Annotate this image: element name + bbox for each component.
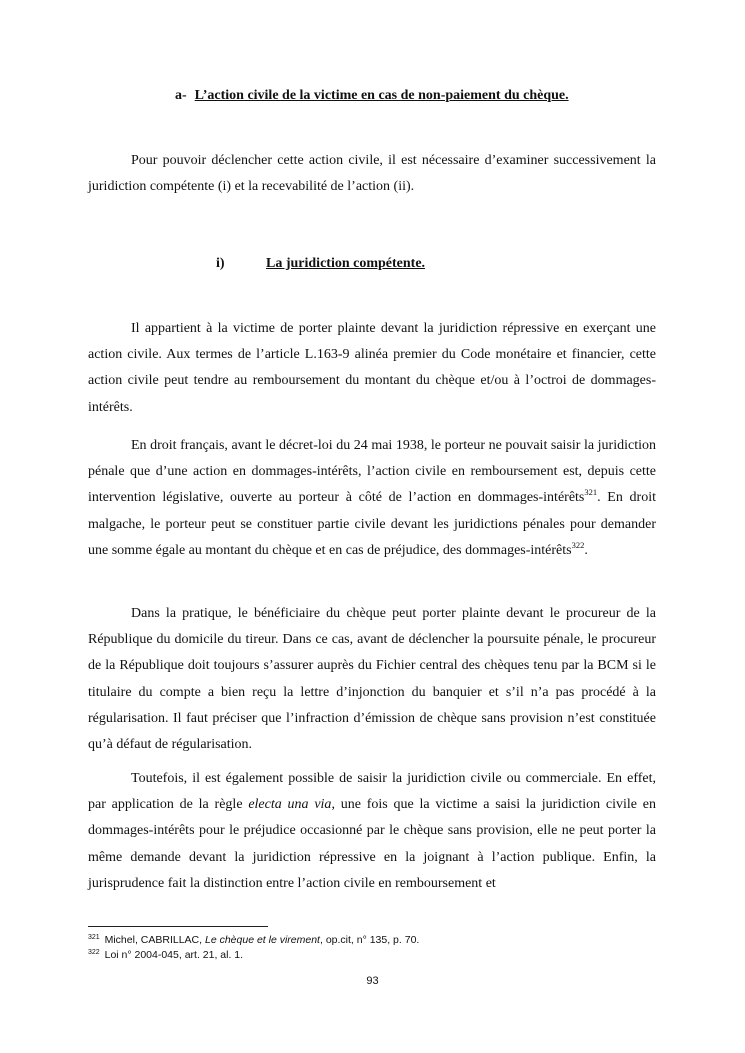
paragraph-4	[88, 766, 656, 897]
paragraph-2-text-c: .	[584, 542, 588, 558]
footnote-ref-321[interactable]: 321	[584, 487, 598, 498]
footnote-ref-322[interactable]: 322	[571, 539, 585, 550]
footnote-text: Loi n° 2004-045, art. 21, al. 1.	[101, 949, 244, 961]
footnote-number: 321	[88, 934, 100, 941]
latin-phrase: electa una via	[248, 797, 332, 813]
footnote-text-a: Michel, CABRILLAC,	[101, 934, 205, 946]
footnote-number: 322	[88, 949, 100, 956]
footnote-text-b: , op.cit, n° 135, p. 70.	[319, 934, 420, 946]
page-number: 93	[366, 975, 379, 987]
paragraph-4-text-b: , une fois que la victime a saisi la juridiction civile en dommages-intérêts pour le préjudice occasionné par le chèque sans provision, elle ne peut porter la même demande devant la juridiction répressive en la joignant à l’action publique. Enfin, la jurisprudence fait la distinction entre l’action civile en remboursement et	[88, 797, 656, 891]
section-heading-a	[175, 88, 569, 104]
subsection-title: La juridiction compétente.	[266, 256, 426, 271]
section-title: L’action civile de la victime en cas de non-paiement du chèque.	[194, 88, 569, 103]
paragraph-2-text-a: En droit français, avant le décret-loi du 24 mai 1938, le porteur ne pouvait saisir la juridiction pénale que d’une action en dommages-intérêts, l’action civile en remboursement est, depuis cette intervention législative, ouverte au porteur à côté de l’action en dommages-intérêts	[88, 438, 656, 506]
paragraph-3: Dans la pratique, le bénéficiaire du chèque peut porter plainte devant le procureur de la République du domicile du tireur. Dans ce cas, avant de déclencher la poursuite pénale, le procureur de la République doit toujours s’assurer auprès du Fichier central des chèques tenu par la BCM si le titulaire du compte a bien reçu la lettre d’injonction du banquier et s’il n’a pas procédé à la régularisation. Il faut préciser que l’infraction d’émission de chèque sans provision n’est constituée qu’à défaut de régularisation.	[88, 606, 656, 753]
footnote-321	[88, 934, 419, 946]
paragraph-2-text-b: . En droit malgache, le porteur peut se constituer partie civile devant les juridictions pénales pour demander une somme égale au montant du chèque et en cas de préjudice, des dommages-intérêts	[88, 490, 656, 558]
section-marker: a-	[175, 88, 187, 103]
intro-paragraph: Pour pouvoir déclencher cette action civile, il est nécessaire d’examiner successivement la juridiction compétente (i) et la recevabilité de l’action (ii).	[88, 153, 656, 195]
paragraph-2	[88, 433, 656, 564]
subsection-marker: i)	[216, 256, 225, 271]
paragraph-4-text-a: Toutefois, il est également possible de saisir la juridiction civile ou commerciale. En effet, par application de la règle	[88, 771, 656, 813]
footnote-separator	[88, 926, 268, 927]
footnote-322	[88, 949, 243, 961]
footnote-book-title: Le chèque et le virement	[204, 934, 320, 946]
paragraph-1: Il appartient à la victime de porter plainte devant la juridiction répressive en exerçant une action civile. Aux termes de l’article L.163-9 alinéa premier du Code monétaire et financier, cette action civile peut tendre au remboursement du montant du chèque et/ou à l’octroi de dommages-intérêts.	[88, 321, 656, 415]
subsection-heading-i	[216, 256, 425, 272]
